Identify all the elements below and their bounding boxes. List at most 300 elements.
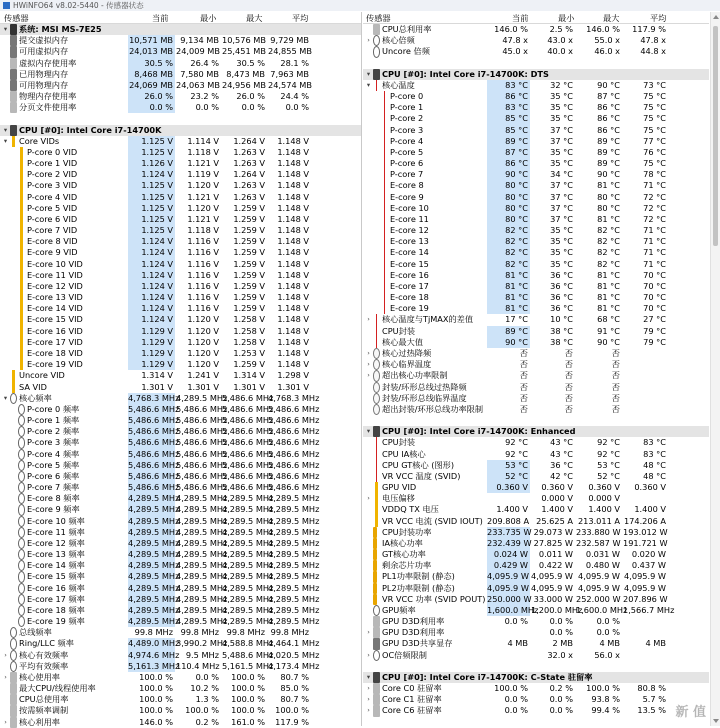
sensor-name: 电压偏移 <box>382 493 415 504</box>
sensor-row[interactable] <box>0 583 361 594</box>
clock-icon <box>373 650 380 661</box>
clock-icon <box>18 560 25 571</box>
sensor-row[interactable] <box>363 125 709 136</box>
value-min: 38 °C <box>550 336 573 347</box>
sensor-row[interactable] <box>363 571 709 582</box>
value-avg: 0.437 W <box>631 560 666 571</box>
expand-chevron-icon[interactable]: › <box>367 36 370 45</box>
value-max: 1.263 V <box>233 158 265 169</box>
sensor-row[interactable] <box>0 147 361 158</box>
value-max: 4,289.5 MHz <box>222 560 274 571</box>
value-min: 4,289.5 MHz <box>176 504 228 515</box>
sensor-row[interactable] <box>363 147 709 158</box>
expand-chevron-icon[interactable]: › <box>367 650 370 659</box>
sensor-group-header[interactable] <box>363 69 709 80</box>
vertical-scrollbar[interactable] <box>710 12 720 726</box>
sensor-row[interactable] <box>363 516 709 527</box>
sensor-row[interactable] <box>363 527 709 538</box>
sensor-row[interactable] <box>0 236 361 247</box>
collapse-chevron-icon[interactable]: ▾ <box>366 69 371 78</box>
voltage-bolt-icon <box>18 348 25 359</box>
clock-icon <box>18 504 25 515</box>
sensor-row[interactable] <box>0 538 361 549</box>
value-min: 1.120 V <box>187 347 219 358</box>
value-max: 0.031 W <box>585 549 620 560</box>
sensor-row[interactable] <box>363 560 709 571</box>
sensor-row[interactable] <box>0 303 361 314</box>
sensor-row[interactable] <box>0 292 361 303</box>
value-min: 100.0 % <box>185 705 219 716</box>
sensor-row[interactable] <box>363 35 709 46</box>
window-title: HWiNFO64 v8.02-5440 - 传感器状态 <box>13 1 144 10</box>
value-max: 否 <box>611 359 620 370</box>
sensor-row[interactable] <box>0 694 361 705</box>
voltage-bolt-icon <box>18 270 25 281</box>
sensor-row[interactable] <box>363 337 709 348</box>
row-indent <box>10 180 17 191</box>
percent-icon <box>373 694 380 705</box>
sensor-name: PL1功率限制 (静态) <box>382 571 455 582</box>
value-min: 1.116 V <box>187 303 219 314</box>
sensor-row[interactable] <box>0 314 361 325</box>
sensor-row[interactable] <box>0 471 361 482</box>
column-header-current[interactable]: 当前 <box>152 13 169 23</box>
value-avg: 13.5 % <box>637 705 666 716</box>
value-current: 89 °C <box>487 136 530 147</box>
watermark: 新 值 <box>675 705 706 720</box>
clock-icon <box>18 415 25 426</box>
collapse-chevron-icon[interactable]: ▾ <box>366 80 371 89</box>
expand-chevron-icon[interactable]: › <box>367 494 370 503</box>
sensor-name: E-core 10 频率 <box>27 515 85 526</box>
value-current: 1.126 V <box>128 158 175 169</box>
sensor-row[interactable] <box>363 169 709 180</box>
value-min: 110.4 MHz <box>176 660 220 671</box>
value-max: 252.000 W <box>576 593 621 604</box>
value-avg <box>623 382 668 393</box>
value-max: 4,289.5 MHz <box>222 549 274 560</box>
value-min: 0.0 % <box>549 705 573 716</box>
value-max: 89 °C <box>597 158 620 169</box>
sensor-name: P-core 5 <box>390 146 424 157</box>
sensor-row[interactable] <box>363 471 709 482</box>
sensor-row[interactable] <box>0 348 361 359</box>
sensor-row[interactable] <box>363 314 709 325</box>
row-indent <box>365 46 372 57</box>
column-header-sensor[interactable]: 传感器 <box>366 13 391 23</box>
value-avg: 1.148 V <box>277 146 309 157</box>
value-min: 27.825 W <box>533 537 573 548</box>
collapse-chevron-icon[interactable]: ▾ <box>3 125 8 134</box>
value-current: 209.808 A <box>487 515 530 526</box>
row-indent <box>2 58 9 69</box>
sensor-name: P-core 0 <box>390 91 424 102</box>
sensor-row[interactable] <box>0 437 361 448</box>
sensor-row[interactable] <box>363 225 709 236</box>
sensor-row[interactable] <box>363 180 709 191</box>
value-max: 99.8 MHz <box>226 627 265 638</box>
expand-chevron-icon[interactable]: › <box>367 371 370 380</box>
row-indent <box>10 449 17 460</box>
sensor-group-header[interactable] <box>0 125 361 136</box>
sensor-row[interactable] <box>0 482 361 493</box>
row-indent <box>10 158 17 169</box>
sensor-row[interactable] <box>0 683 361 694</box>
expand-chevron-icon[interactable]: › <box>367 684 370 693</box>
sensor-row[interactable] <box>363 247 709 258</box>
row-indent <box>2 661 9 672</box>
value-avg: 47.8 x <box>640 35 666 46</box>
column-header-avg[interactable]: 平均 <box>292 13 309 23</box>
row-indent <box>10 538 17 549</box>
sensor-name: E-core 17 频率 <box>27 593 85 604</box>
sensor-row[interactable] <box>0 672 361 683</box>
sensor-row[interactable] <box>363 158 709 169</box>
sensor-row[interactable] <box>0 192 361 203</box>
value-avg: 1.148 V <box>277 347 309 358</box>
sensor-row[interactable] <box>0 180 361 191</box>
value-max: 81 °C <box>597 269 620 280</box>
value-min: 34 °C <box>550 169 573 180</box>
sensor-group-header[interactable] <box>363 672 709 683</box>
sensor-row[interactable] <box>0 214 361 225</box>
voltage-bolt-icon <box>18 303 25 314</box>
sensor-row[interactable] <box>0 69 361 80</box>
value-min: 1.3 % <box>195 694 219 705</box>
sensor-row[interactable] <box>363 80 709 91</box>
sensor-row[interactable] <box>0 259 361 270</box>
sensor-row[interactable] <box>0 627 361 638</box>
expand-chevron-icon[interactable]: › <box>367 695 370 704</box>
sensor-row[interactable] <box>0 382 361 393</box>
sensor-row[interactable] <box>363 393 709 404</box>
percent-icon <box>373 616 380 627</box>
value-avg: 75 °C <box>643 158 666 169</box>
value-current: 99.8 MHz <box>134 627 173 638</box>
sensor-row[interactable] <box>0 504 361 515</box>
sensor-row[interactable] <box>0 549 361 560</box>
collapse-chevron-icon[interactable]: ▾ <box>3 25 8 33</box>
column-header-current[interactable]: 当前 <box>512 13 529 23</box>
sensor-row[interactable] <box>0 594 361 605</box>
value-current: 1.129 V <box>128 326 175 337</box>
sensor-row[interactable] <box>363 326 709 337</box>
value-min: 37 °C <box>550 124 573 135</box>
column-header-min[interactable]: 最小 <box>200 13 217 23</box>
sensor-row[interactable] <box>0 638 361 649</box>
sensor-pane-right[interactable] <box>363 12 709 726</box>
sensor-row[interactable] <box>363 46 709 57</box>
sensor-row[interactable] <box>0 449 361 460</box>
sensor-name: E-core 12 频率 <box>27 537 85 548</box>
sensor-row[interactable] <box>363 370 709 381</box>
sensor-row[interactable] <box>0 270 361 281</box>
sensor-row[interactable] <box>0 404 361 415</box>
sensor-group-header[interactable] <box>0 24 361 35</box>
sensor-row[interactable] <box>0 605 361 616</box>
voltage-bolt-icon <box>18 281 25 292</box>
sensor-row[interactable] <box>0 661 361 672</box>
value-min: 1.121 V <box>187 158 219 169</box>
sensor-row[interactable] <box>0 169 361 180</box>
sensor-row[interactable] <box>0 247 361 258</box>
value-min: 35 °C <box>550 236 573 247</box>
value-min: 5,486.6 MHz <box>176 448 228 459</box>
expand-chevron-icon[interactable]: › <box>367 706 370 715</box>
sensor-row[interactable] <box>363 281 709 292</box>
sensor-row[interactable] <box>0 426 361 437</box>
sensor-name: GPU D3D共享显存 <box>382 638 453 649</box>
value-max: 87 °C <box>597 91 620 102</box>
sensor-row[interactable] <box>363 538 709 549</box>
thermometer-icon <box>373 471 380 482</box>
expand-chevron-icon[interactable]: › <box>4 650 7 659</box>
value-min: 36 °C <box>550 269 573 280</box>
value-max: 89 °C <box>597 135 620 146</box>
sensor-row[interactable] <box>0 46 361 57</box>
sensor-row[interactable] <box>363 616 709 627</box>
sensor-row[interactable] <box>0 102 361 113</box>
sensor-row[interactable] <box>0 393 361 404</box>
power-icon <box>373 583 377 594</box>
sensor-row[interactable] <box>363 683 709 694</box>
sensor-row[interactable] <box>0 460 361 471</box>
expand-chevron-icon[interactable]: › <box>4 717 7 726</box>
sensor-row[interactable] <box>0 516 361 527</box>
value-current: 100.0 % <box>139 683 173 694</box>
sensor-row[interactable] <box>363 348 709 359</box>
sensor-row[interactable] <box>363 292 709 303</box>
sensor-name: 核心倍频 <box>382 35 415 46</box>
thermometer-icon <box>381 236 388 247</box>
value-min: 1.116 V <box>187 247 219 258</box>
row-indent <box>365 504 372 515</box>
sensor-row[interactable] <box>0 616 361 627</box>
sensor-row[interactable] <box>0 203 361 214</box>
sensor-row[interactable] <box>363 24 709 35</box>
sensor-row[interactable] <box>363 214 709 225</box>
value-avg: 1.148 V <box>277 303 309 314</box>
sensor-name: 平均有效频率 <box>19 660 69 671</box>
sensor-row[interactable] <box>0 493 361 504</box>
sensor-row[interactable] <box>363 303 709 314</box>
value-max: 30.5 % <box>236 57 265 68</box>
value-avg: 4,464.1 MHz <box>268 638 320 649</box>
sensor-row[interactable] <box>363 102 709 113</box>
value-max: 4,289.5 MHz <box>222 493 274 504</box>
value-avg: 1.148 V <box>277 135 309 146</box>
value-current: 87 °C <box>487 147 530 158</box>
row-indent <box>10 437 17 448</box>
collapse-chevron-icon[interactable]: ▾ <box>366 427 371 436</box>
sensor-name: P-core 4 频率 <box>27 448 80 459</box>
sensor-row[interactable] <box>363 705 709 716</box>
sensor-row[interactable] <box>0 415 361 426</box>
scroll-down-arrow-icon[interactable] <box>713 719 719 723</box>
value-current: 否 <box>519 347 528 358</box>
sensor-name: E-core 18 VID <box>27 347 83 358</box>
row-indent <box>10 314 17 325</box>
value-current: 5,486.6 MHz <box>128 403 180 414</box>
voltage-bolt-icon <box>10 136 17 147</box>
column-header-max[interactable]: 最大 <box>246 13 263 23</box>
sensor-row[interactable] <box>0 571 361 582</box>
sensor-row[interactable] <box>0 370 361 381</box>
sensor-name: 核心最大值 <box>382 336 423 347</box>
clock-icon <box>18 594 25 605</box>
sensor-row[interactable] <box>0 359 361 370</box>
column-header-min[interactable]: 最小 <box>558 13 575 23</box>
sensor-row[interactable] <box>0 158 361 169</box>
value-avg: 79 °C <box>643 325 666 336</box>
expand-chevron-icon[interactable]: › <box>367 628 370 637</box>
value-current: 1.124 V <box>128 247 175 258</box>
value-avg: 1.148 V <box>277 325 309 336</box>
value-avg: 71 °C <box>643 180 666 191</box>
expand-chevron-icon[interactable]: › <box>4 672 7 681</box>
value-current: 146.0 % <box>139 716 173 727</box>
sensor-name: E-core 17 <box>390 280 429 291</box>
sensor-name: 超出封装/环形总线功率限制 <box>382 403 484 414</box>
expand-chevron-icon[interactable]: › <box>367 360 370 369</box>
value-current: 1.314 V <box>141 370 173 381</box>
value-max: 1.263 V <box>233 146 265 157</box>
collapse-chevron-icon[interactable]: ▾ <box>366 672 371 681</box>
value-min: 5,486.6 MHz <box>176 459 228 470</box>
sensor-row[interactable] <box>0 326 361 337</box>
status-check-icon <box>373 348 380 359</box>
sensor-row[interactable] <box>0 527 361 538</box>
sensor-row[interactable] <box>363 236 709 247</box>
value-min: 4,095.9 W <box>531 582 573 593</box>
value-max: 4,289.5 MHz <box>222 582 274 593</box>
sensor-row[interactable] <box>0 91 361 102</box>
sensor-row[interactable] <box>0 705 361 716</box>
value-avg: 78 °C <box>643 169 666 180</box>
sensor-row[interactable] <box>0 717 361 728</box>
sensor-row[interactable] <box>0 225 361 236</box>
value-avg: 71 °C <box>643 258 666 269</box>
value-avg: 72 °C <box>643 191 666 202</box>
value-current: 30.5 % <box>128 58 175 69</box>
sensor-row[interactable] <box>363 460 709 471</box>
value-avg <box>623 348 668 359</box>
sensor-row[interactable] <box>363 605 709 616</box>
sensor-row[interactable] <box>363 270 709 281</box>
sensor-row[interactable] <box>0 281 361 292</box>
sensor-row[interactable] <box>363 259 709 270</box>
sensor-row[interactable] <box>0 337 361 348</box>
sensor-row[interactable] <box>363 594 709 605</box>
value-max: 232.587 W <box>576 537 621 548</box>
sensor-row[interactable] <box>363 493 709 504</box>
sensor-row[interactable] <box>363 437 709 448</box>
value-min: 29.073 W <box>533 526 573 537</box>
value-avg: 77 °C <box>643 135 666 146</box>
sensor-row[interactable] <box>0 136 361 147</box>
sensor-row[interactable] <box>363 504 709 515</box>
sensor-row[interactable] <box>363 650 709 661</box>
sensor-row[interactable] <box>363 359 709 370</box>
sensor-row[interactable] <box>0 80 361 91</box>
collapse-chevron-icon[interactable]: ▾ <box>3 393 8 402</box>
row-indent <box>10 270 17 281</box>
value-avg: 27 °C <box>643 314 666 325</box>
sensor-pane-left[interactable] <box>0 12 362 726</box>
expand-chevron-icon[interactable]: › <box>367 348 370 357</box>
column-header-avg[interactable]: 平均 <box>650 13 667 23</box>
value-max: 80 °C <box>597 202 620 213</box>
thermometer-icon <box>381 303 388 314</box>
sensor-group-header[interactable] <box>363 426 709 437</box>
value-max: 4,289.5 MHz <box>222 593 274 604</box>
value-max: 5,486.6 MHz <box>222 437 274 448</box>
sensor-row[interactable] <box>0 650 361 661</box>
value-max: 5,486.6 MHz <box>222 426 274 437</box>
column-header-sensor[interactable]: 传感器 <box>4 13 29 23</box>
value-max: 1.314 V <box>233 370 265 381</box>
collapse-chevron-icon[interactable]: ▾ <box>3 136 8 145</box>
row-indent <box>2 705 9 716</box>
sensor-row[interactable] <box>363 192 709 203</box>
sensor-row[interactable] <box>363 91 709 102</box>
thermometer-icon <box>381 214 388 225</box>
sensor-row[interactable] <box>363 203 709 214</box>
sensor-row[interactable] <box>363 638 709 649</box>
value-min: 36 °C <box>550 292 573 303</box>
sensor-row[interactable] <box>363 549 709 560</box>
value-avg: 72 °C <box>643 202 666 213</box>
value-max: 1.259 V <box>233 359 265 370</box>
sensor-row[interactable] <box>363 627 709 638</box>
value-max: 68 °C <box>597 314 620 325</box>
sensor-row[interactable] <box>363 113 709 124</box>
row-indent <box>365 437 372 448</box>
column-header-max[interactable]: 最大 <box>603 13 620 23</box>
sensor-row[interactable] <box>363 449 709 460</box>
value-current: 5,486.6 MHz <box>128 437 180 448</box>
scroll-up-arrow-icon[interactable] <box>713 15 719 19</box>
sensor-name: E-core 13 <box>390 236 429 247</box>
value-avg: 191.721 W <box>623 537 668 548</box>
expand-chevron-icon[interactable]: › <box>367 315 370 324</box>
sensor-row[interactable] <box>363 583 709 594</box>
thermometer-icon <box>373 326 380 337</box>
value-max: 46.0 x <box>594 46 620 57</box>
sensor-row[interactable] <box>363 136 709 147</box>
thermometer-icon <box>381 169 388 180</box>
sensor-row[interactable] <box>0 35 361 46</box>
value-current: 1.124 V <box>128 292 175 303</box>
sensor-row[interactable] <box>363 482 709 493</box>
row-indent <box>10 292 17 303</box>
thermometer-icon <box>373 337 380 348</box>
sensor-row[interactable] <box>363 694 709 705</box>
sensor-row[interactable] <box>363 382 709 393</box>
voltage-bolt-icon <box>18 180 25 191</box>
sensor-row[interactable] <box>0 560 361 571</box>
sensor-row[interactable] <box>363 404 709 415</box>
value-min: 4,289.5 MHz <box>176 616 228 627</box>
scrollbar-thumb[interactable] <box>713 26 718 246</box>
percent-icon <box>373 24 380 35</box>
value-min: 1.120 V <box>187 336 219 347</box>
row-spacer <box>363 415 709 426</box>
sensor-row[interactable] <box>0 58 361 69</box>
sensor-name: OC倍频限制 <box>382 649 427 660</box>
value-max: 1.258 V <box>233 314 265 325</box>
value-avg <box>623 404 668 415</box>
